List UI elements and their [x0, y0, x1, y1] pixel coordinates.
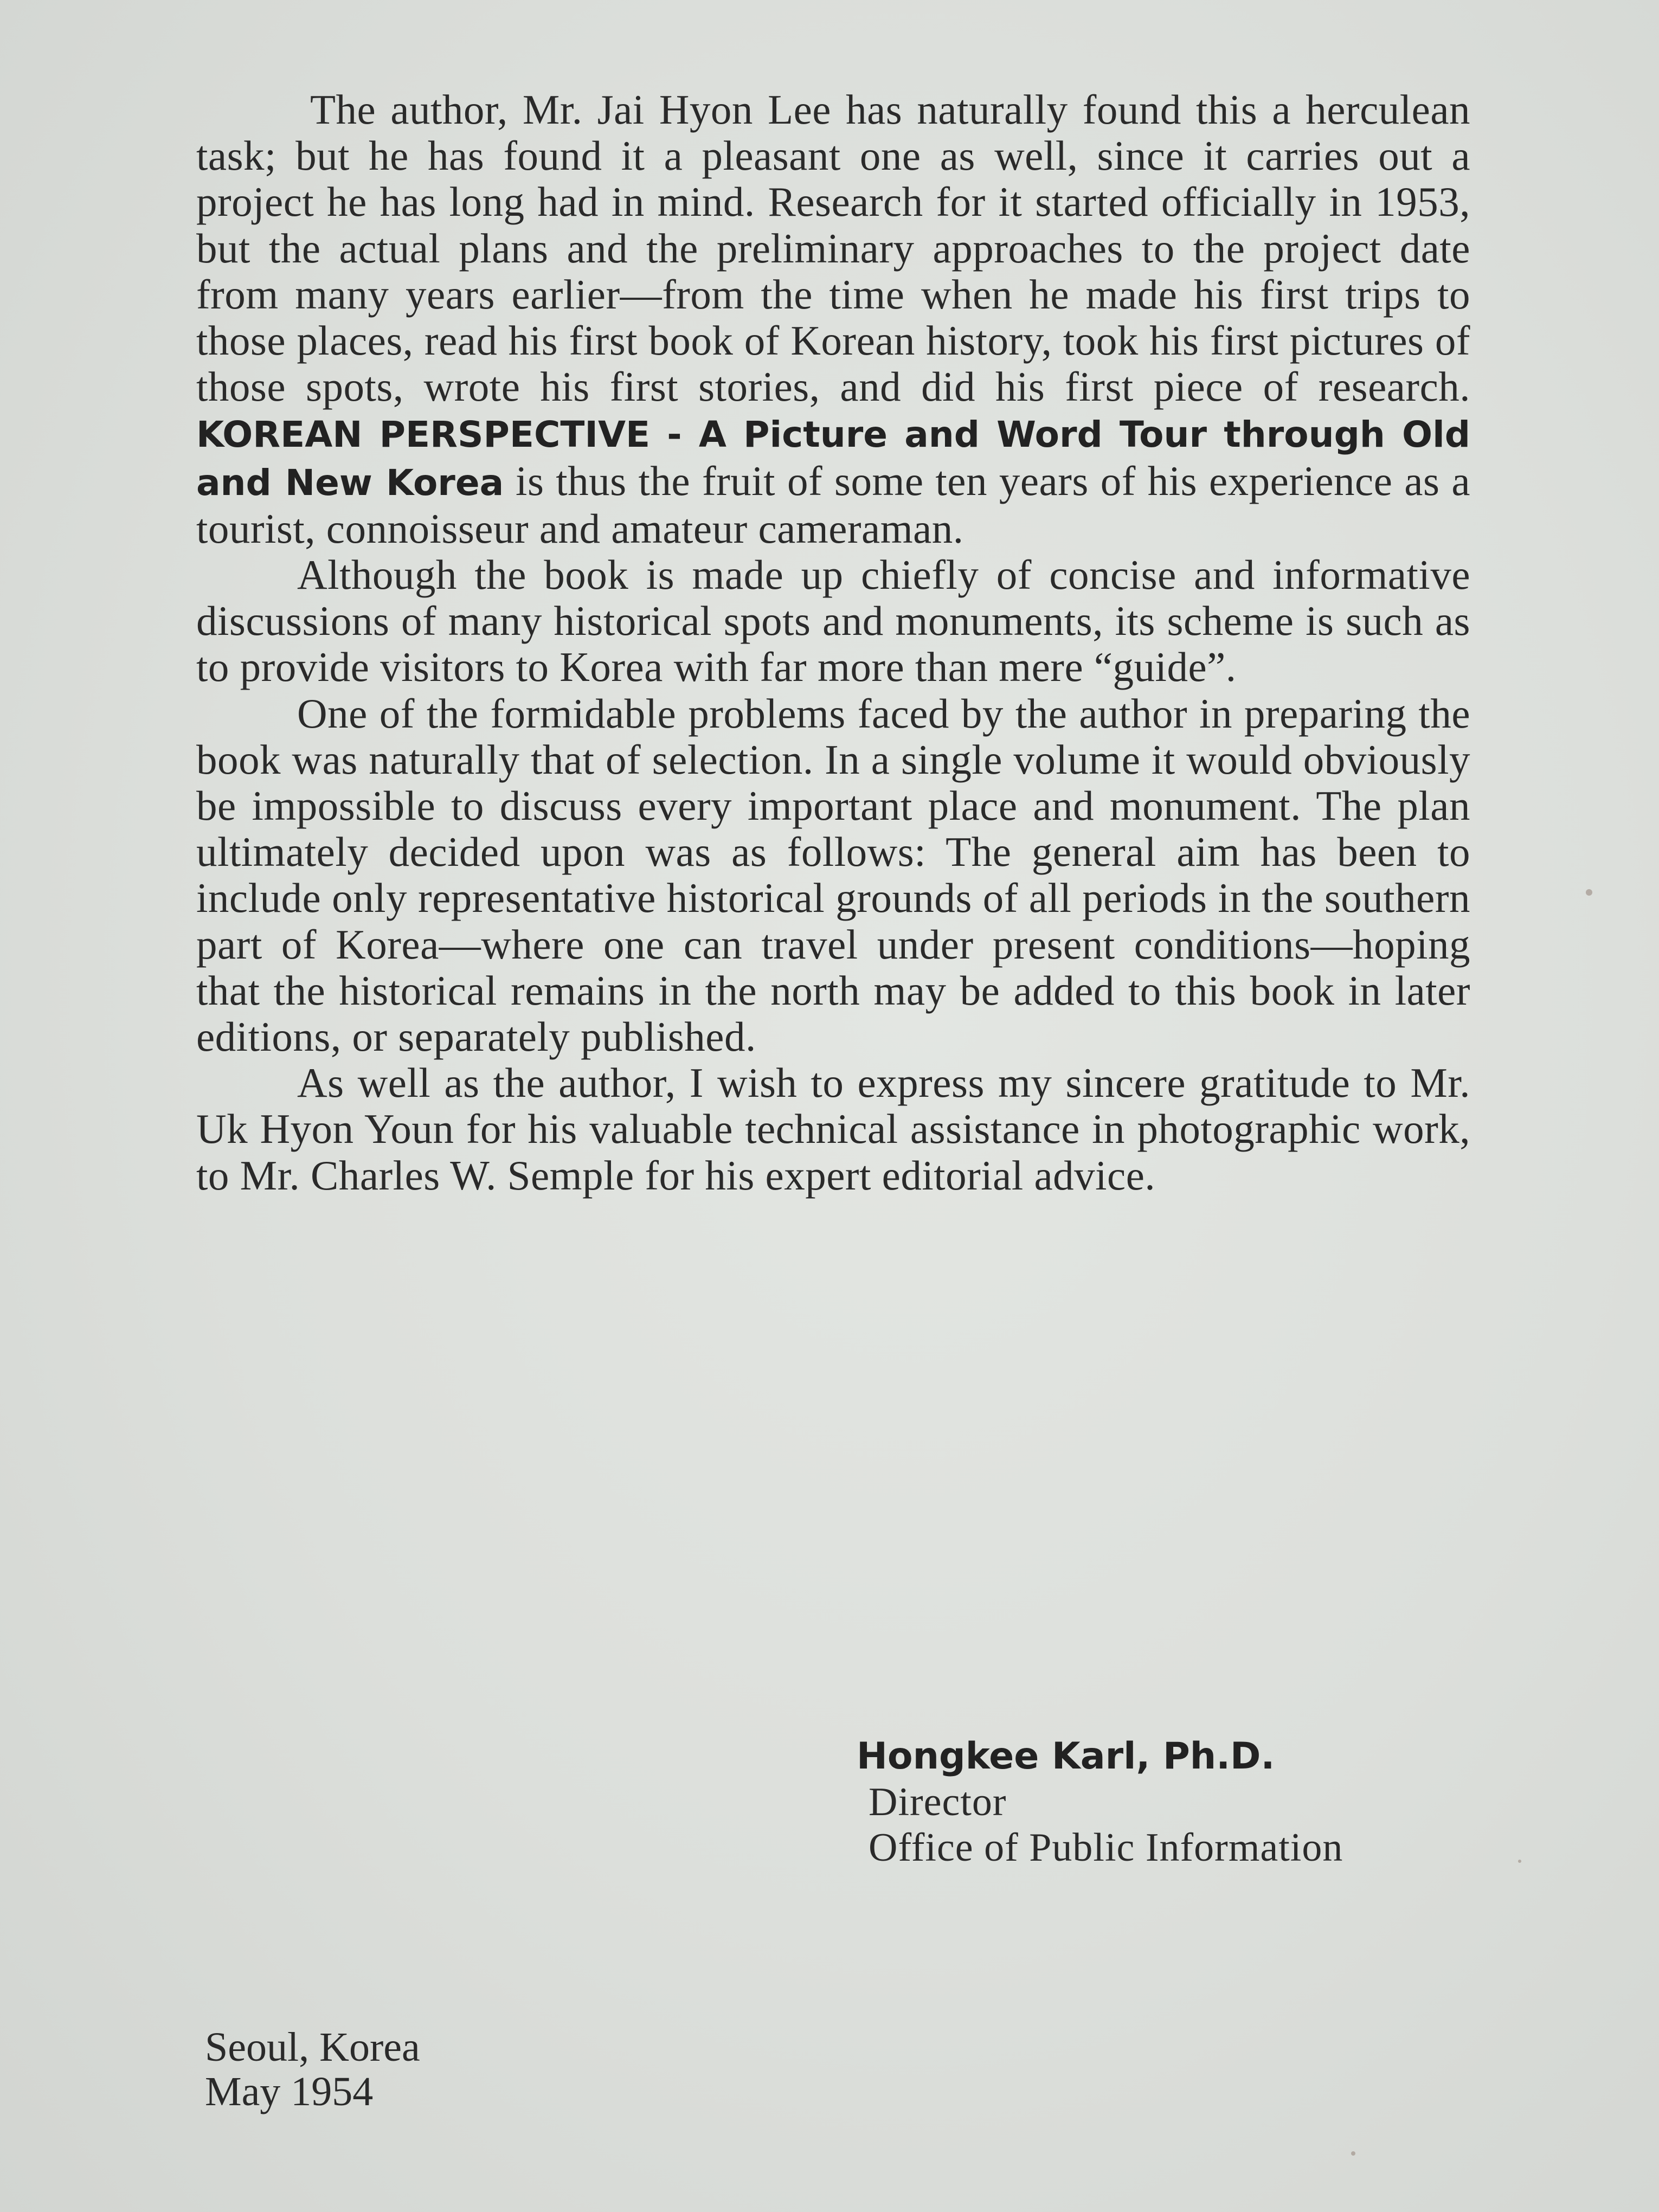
paper-speck	[1351, 2151, 1355, 2156]
dateline-place: Seoul, Korea	[205, 2024, 420, 2070]
paragraph-3: One of the formidable problems faced by the author in preparing the book was naturally that of selection. In a single volume it would obviously be impossible to discuss every important place and monument. The plan ultimately decided upon was as follows: The general aim has been to include only representative historical grounds of all periods in the southern part of Korea—where one can travel under present conditions—hoping that the historical remains in the north may be added to this book in later editions, or separately published.	[196, 690, 1470, 1060]
paper-speck	[1586, 889, 1592, 896]
preface-body	[196, 87, 1470, 1199]
signatory-name: Hongkee Karl, Ph.D.	[857, 1735, 1275, 1778]
paragraph-1	[196, 87, 1470, 552]
paragraph-2: Although the book is made up chiefly of concise and informative discussions of many historical spots and monuments, its scheme is such as to provide visitors to Korea with far more than mere “guide”.	[196, 551, 1470, 691]
paragraph-1-text-a: The author, Mr. Jai Hyon Lee has naturally found this a herculean task; but he has found it a pleasant one as well, since it carries out a project he has long had in mind. Research for it started officially in 1953, but the actual plans and the preliminary approaches to the project date from many years earlier—from the time when he made his first trips to those places, read his first book of Korean history, took his first pictures of those spots, wrote his first stories, and did his first piece of research.	[196, 86, 1470, 410]
signatory-office: Office of Public Information	[869, 1825, 1343, 1870]
signatory-title: Director	[869, 1780, 1007, 1824]
paper-speck	[1518, 1860, 1521, 1863]
paragraph-4: As well as the author, I wish to express my sincere gratitude to Mr. Uk Hyon Youn for his valuable technical assistance in photographic work, to Mr. Charles W. Semple for his expert editorial advice.	[196, 1059, 1470, 1199]
dateline	[205, 2025, 420, 2114]
paragraph-1-text-b: is thus the fruit of some ten years of his experience as a tourist, connoisseur and amateur cameraman.	[196, 457, 1471, 552]
signature-block	[857, 1734, 1343, 1870]
book-title: KOREAN PERSPECTIVE - A Picture and Word Tour through Old and New Korea	[196, 414, 1470, 504]
dateline-date: May 1954	[205, 2069, 374, 2114]
